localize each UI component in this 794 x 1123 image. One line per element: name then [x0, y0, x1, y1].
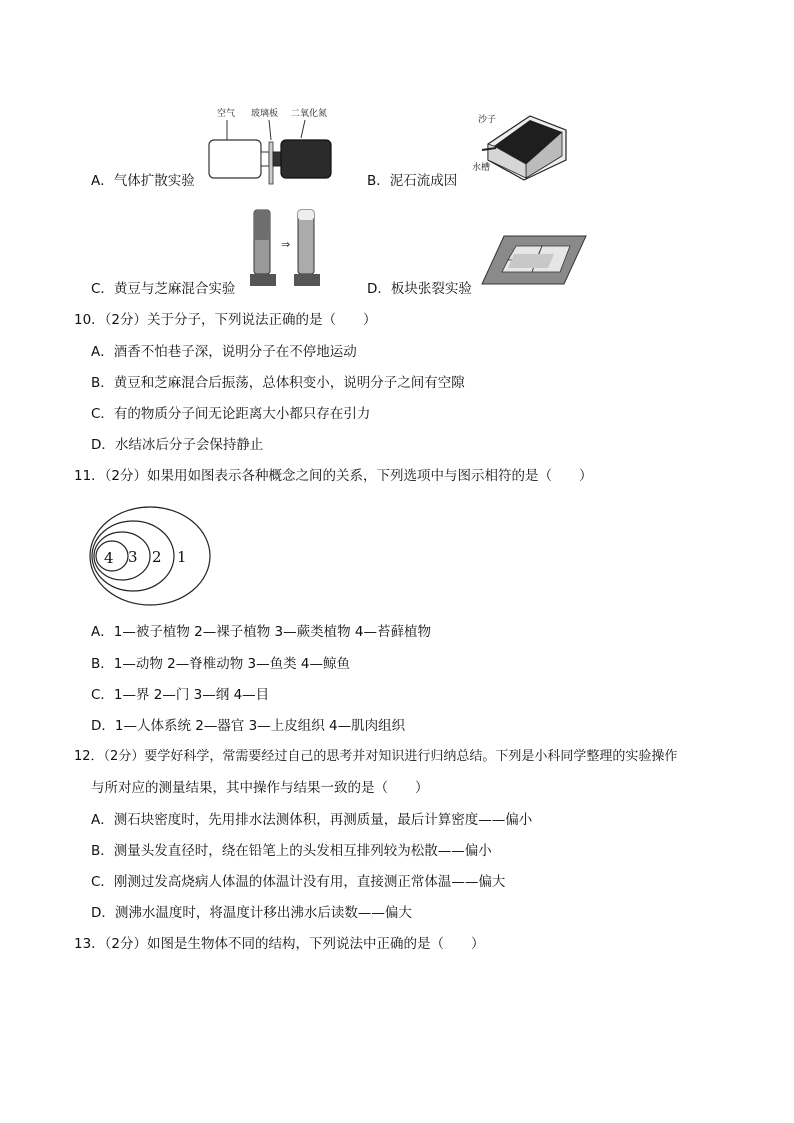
- q11-option-c: C．1—界 2—门 3—纲 4—目: [91, 687, 270, 703]
- diagram-label-1: 1: [177, 548, 187, 566]
- q11-option-a: A．1—被子植物 2—裸子植物 3—蕨类植物 4—苔藓植物: [91, 624, 431, 640]
- q9-option-d: D．板块张裂实验: [367, 281, 472, 297]
- q9-option-b: B．泥石流成因: [367, 173, 458, 189]
- q10-stem: 10．（2分）关于分子，下列说法正确的是（ ）: [74, 312, 377, 328]
- q9-option-c: C．黄豆与芝麻混合实验: [91, 281, 236, 297]
- figure-label-water-tank: 水槽: [472, 163, 491, 173]
- q11-option-b: B．1—动物 2—脊椎动物 3—鱼类 4—鲸鱼: [91, 656, 350, 672]
- debris-flow-figure: [470, 108, 585, 184]
- diagram-label-4: 4: [104, 549, 114, 567]
- q12-stem-line1: 12．（2分）要学好科学，常需要经过自己的思考并对知识进行归纳总结。下列是小科同学整理的实验操作: [74, 749, 678, 764]
- diagram-label-3: 3: [128, 548, 138, 566]
- figure-label-sand: 沙子: [478, 115, 497, 125]
- q13-stem: 13．（2分）如图是生物体不同的结构，下列说法中正确的是（ ）: [74, 936, 485, 952]
- figure-label-no2: 二氧化氮: [291, 109, 328, 119]
- figure-label-air: 空气: [217, 109, 236, 119]
- q12-option-a: A．测石块密度时，先用排水法测体积，再测质量，最后计算密度——偏小: [91, 812, 533, 828]
- q9-option-a: A．气体扩散实验: [91, 173, 195, 189]
- q10-option-d: D．水结冰后分子会保持静止: [91, 437, 264, 453]
- mixing-tubes-figure: [250, 206, 330, 290]
- q10-option-a: A．酒香不怕巷子深，说明分子在不停地运动: [91, 344, 357, 360]
- q12-stem-line2: 与所对应的测量结果，其中操作与结果一致的是（ ）: [91, 780, 429, 796]
- q12-option-b: B．测量头发直径时，绕在铅笔上的头发相互排列较为松散——偏小: [91, 843, 492, 859]
- nested-concepts-diagram: [88, 505, 214, 607]
- q11-option-d: D．1—人体系统 2—器官 3—上皮组织 4—肌肉组织: [91, 718, 406, 734]
- q12-option-c: C．刚测过发高烧病人体温的体温计没有用，直接测正常体温——偏大: [91, 874, 506, 890]
- svg-text:⇒: ⇒: [281, 238, 291, 251]
- plate-rifting-figure: [480, 234, 588, 286]
- diagram-label-2: 2: [152, 548, 162, 566]
- q10-option-c: C．有的物质分子间无论距离大小都只存在引力: [91, 406, 371, 422]
- q12-option-d: D．测沸水温度时，将温度计移出沸水后读数——偏大: [91, 905, 412, 921]
- q11-stem: 11．（2分）如果用如图表示各种概念之间的关系，下列选项中与图示相符的是（ ）: [74, 468, 593, 484]
- gas-diffusion-figure: [205, 104, 345, 190]
- q10-option-b: B．黄豆和芝麻混合后振荡，总体积变小，说明分子之间有空隙: [91, 375, 465, 391]
- figure-label-glass-plate: 玻璃板: [251, 109, 279, 119]
